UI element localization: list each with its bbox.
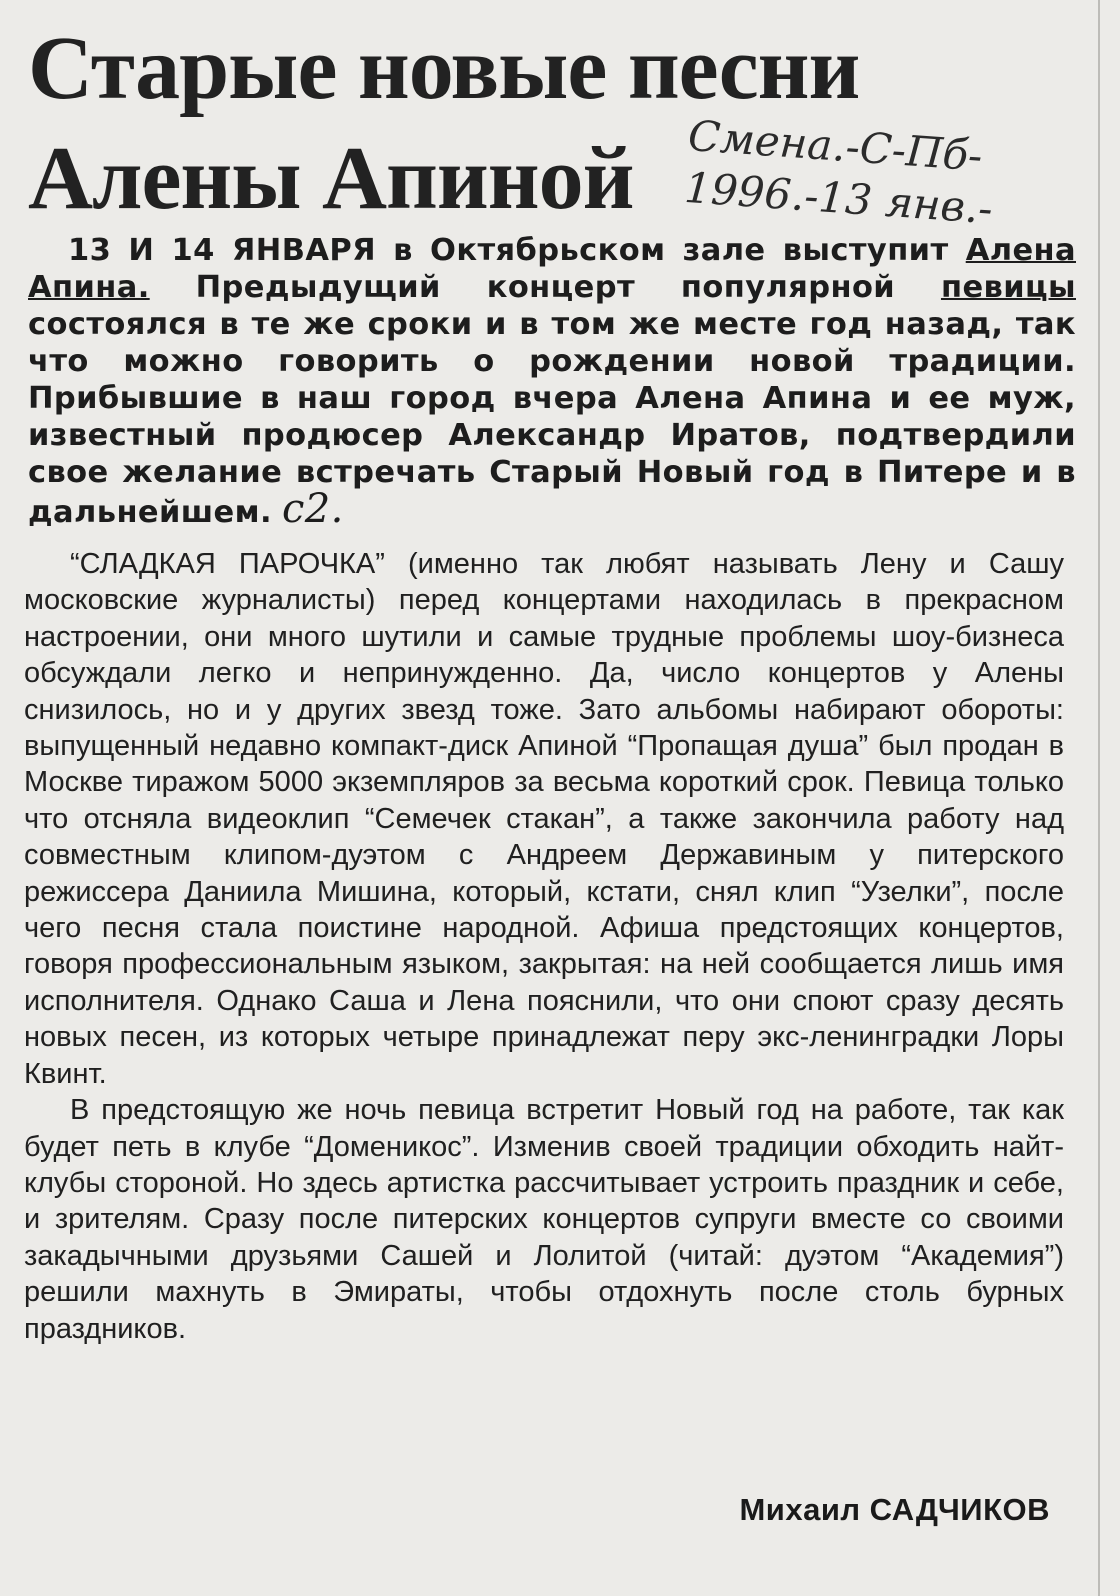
headline-line-2: Алены Апиной: [28, 129, 634, 228]
clipping-edge: [1098, 0, 1100, 1596]
article-byline: Михаил САДЧИКОВ: [739, 1492, 1050, 1527]
lead-text-start: 13 И 14 ЯНВАРЯ в Октябрьском зале выступит: [68, 233, 966, 268]
headline-line-1: Старые новые песни: [28, 19, 860, 118]
lead-margin-mark: с2.: [281, 486, 344, 532]
lead-text-end: состоялся в те же сроки и в том же месте год назад, так что можно говорить о рождении новой традиции. Прибывшие в наш город вчера Алена Апина и ее муж, известный продюсер Александр Иратов, подтвердили свое желание встречать Старый Новый год в Питере и в дальнейшем.: [28, 307, 1076, 530]
article-lead: [28, 232, 1076, 531]
body-paragraph-2: В предстоящую же ночь певица встретит Новый год на работе, так как будет петь в клубе “Доменикос”. Изменив своей традиции обходить найт-клубы стороной. Но здесь артистка рассчитывает устроить праздник и себе, и зрителям. Сразу после питерских концертов супруги вместе со своими закадычными друзьями Сашей и Лолитой (читай: дуэтом “Академия”) решили махнуть в Эмираты, чтобы отдохнуть после столь бурных праздников.: [24, 1094, 1064, 1345]
handwritten-note-line-1: Смена.-С-Пб-: [686, 110, 985, 181]
article-body: [24, 546, 1064, 1347]
lead-underlined-name: Алена Апина.: [28, 233, 1076, 305]
lead-text-mid: Предыдущий концерт популярной: [149, 270, 941, 305]
body-paragraph-1: “СЛАДКАЯ ПАРОЧКА” (именно так любят называть Лену и Сашу московские журналисты) перед концертами находилась в прекрасном настроении, они много шутили и самые трудные проблемы шоу-бизнеса обсуждали легко и непринужденно. Да, число концертов у Алены снизилось, но и у других звезд тоже. Зато альбомы набирают обороты: выпущенный недавно компакт-диск Апиной “Пропащая душа” был продан в Москве тиражом 5000 экземпляров за весьма короткий срок. Певица только что отсняла видеоклип “Семечек стакан”, а также закончила работу над совместным клипом-дуэтом с Андреем Державиным у питерского режиссера Даниила Мишина, который, кстати, снял клип “Узелки”, после чего песня стала поистине народной. Афиша предстоящих концертов, говоря профессиональным языком, закрытая: на ней сообщается лишь имя исполнителя. Однако Саша и Лена пояснили, что они споют сразу десять новых песен, из которых четыре принадлежат перу экс-ленинградки Лоры Квинт.: [24, 548, 1064, 1090]
handwritten-note-line-2: 1996.-13 янв.-: [682, 162, 995, 234]
lead-underlined-word: певицы: [940, 270, 1076, 305]
